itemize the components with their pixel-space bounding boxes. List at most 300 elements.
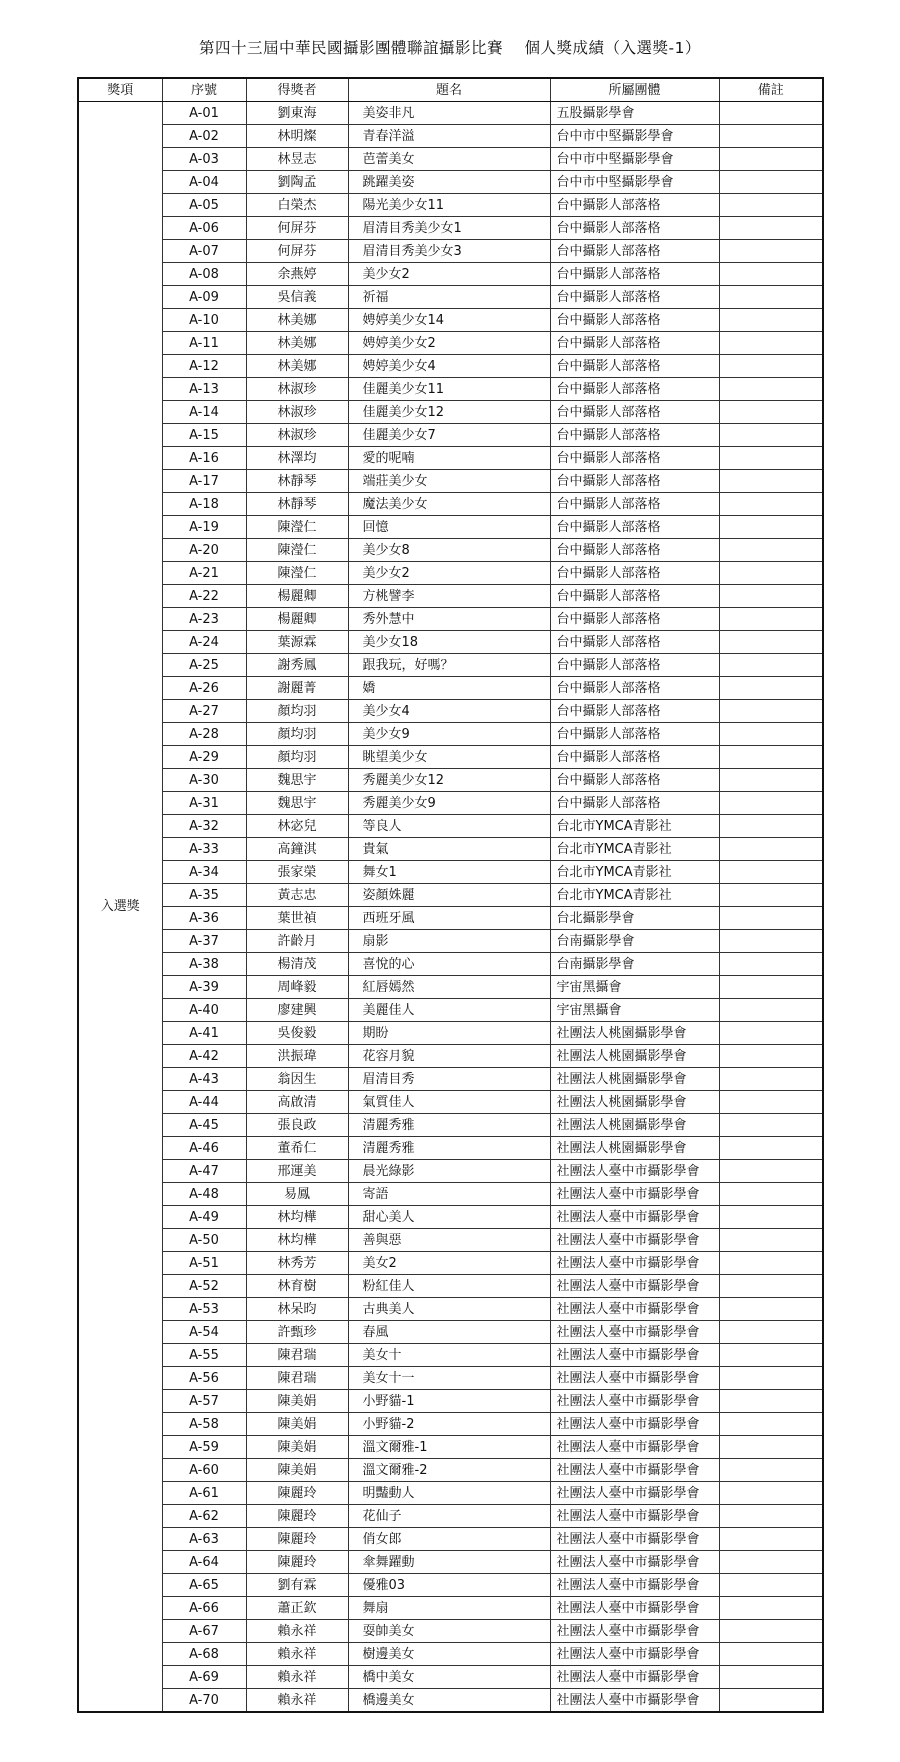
topic-cell: 美少女4 — [348, 700, 550, 723]
note-cell — [719, 953, 823, 976]
club-cell: 台中攝影人部落格 — [550, 631, 719, 654]
club-cell: 社團法人臺中市攝影學會 — [550, 1459, 719, 1482]
winner-cell: 賴永祥 — [246, 1689, 348, 1713]
winner-cell: 張良政 — [246, 1114, 348, 1137]
seq-cell: A-53 — [162, 1298, 246, 1321]
table-row — [78, 1574, 823, 1597]
club-cell: 台中攝影人部落格 — [550, 332, 719, 355]
topic-cell: 舞扇 — [348, 1597, 550, 1620]
winner-cell: 林淑珍 — [246, 424, 348, 447]
table-row — [78, 907, 823, 930]
club-cell: 社團法人桃園攝影學會 — [550, 1091, 719, 1114]
note-cell — [719, 1091, 823, 1114]
note-cell — [719, 1183, 823, 1206]
note-cell — [719, 562, 823, 585]
winner-cell: 林育樹 — [246, 1275, 348, 1298]
topic-cell: 晨光綠影 — [348, 1160, 550, 1183]
note-cell — [719, 1045, 823, 1068]
winner-cell: 邢運美 — [246, 1160, 348, 1183]
note-cell — [719, 125, 823, 148]
winner-cell: 謝秀鳳 — [246, 654, 348, 677]
note-cell — [719, 102, 823, 125]
topic-cell: 嬌 — [348, 677, 550, 700]
topic-cell: 陽光美少女11 — [348, 194, 550, 217]
note-cell — [719, 378, 823, 401]
seq-cell: A-45 — [162, 1114, 246, 1137]
seq-cell: A-66 — [162, 1597, 246, 1620]
table-row — [78, 1643, 823, 1666]
club-cell: 台中攝影人部落格 — [550, 447, 719, 470]
table-row — [78, 1022, 823, 1045]
seq-cell: A-43 — [162, 1068, 246, 1091]
topic-cell: 秀麗美少女12 — [348, 769, 550, 792]
seq-cell: A-39 — [162, 976, 246, 999]
topic-cell: 樹邊美女 — [348, 1643, 550, 1666]
table-row — [78, 1229, 823, 1252]
club-cell: 五股攝影學會 — [550, 102, 719, 125]
topic-cell: 溫文爾雅-2 — [348, 1459, 550, 1482]
note-cell — [719, 332, 823, 355]
seq-cell: A-23 — [162, 608, 246, 631]
seq-cell: A-69 — [162, 1666, 246, 1689]
club-cell: 台中攝影人部落格 — [550, 217, 719, 240]
table-row — [78, 1344, 823, 1367]
note-cell — [719, 723, 823, 746]
winner-cell: 陳麗玲 — [246, 1528, 348, 1551]
seq-cell: A-18 — [162, 493, 246, 516]
seq-cell: A-01 — [162, 102, 246, 125]
table-row — [78, 1367, 823, 1390]
note-cell — [719, 1551, 823, 1574]
topic-cell: 氣質佳人 — [348, 1091, 550, 1114]
table-row — [78, 1183, 823, 1206]
table-row — [78, 700, 823, 723]
topic-cell: 舞女1 — [348, 861, 550, 884]
note-cell — [719, 1137, 823, 1160]
table-row — [78, 217, 823, 240]
club-cell: 台中攝影人部落格 — [550, 654, 719, 677]
table-row — [78, 1459, 823, 1482]
table-row — [78, 263, 823, 286]
winner-cell: 賴永祥 — [246, 1666, 348, 1689]
note-cell — [719, 1528, 823, 1551]
club-cell: 台中攝影人部落格 — [550, 516, 719, 539]
note-cell — [719, 1160, 823, 1183]
topic-cell: 扇影 — [348, 930, 550, 953]
topic-cell: 等良人 — [348, 815, 550, 838]
table-row — [78, 355, 823, 378]
winner-cell: 周峰毅 — [246, 976, 348, 999]
club-cell: 台中攝影人部落格 — [550, 309, 719, 332]
winner-cell: 林呆昀 — [246, 1298, 348, 1321]
winner-cell: 陳瀅仁 — [246, 516, 348, 539]
winner-cell: 劉陶孟 — [246, 171, 348, 194]
winner-cell: 陳美娟 — [246, 1459, 348, 1482]
club-cell: 台中攝影人部落格 — [550, 746, 719, 769]
topic-cell: 俏女郎 — [348, 1528, 550, 1551]
seq-cell: A-06 — [162, 217, 246, 240]
winner-cell: 陳君瑞 — [246, 1344, 348, 1367]
club-cell: 社團法人臺中市攝影學會 — [550, 1643, 719, 1666]
table-row — [78, 1689, 823, 1713]
table-row — [78, 286, 823, 309]
seq-cell: A-28 — [162, 723, 246, 746]
seq-cell: A-03 — [162, 148, 246, 171]
note-cell — [719, 1643, 823, 1666]
seq-cell: A-50 — [162, 1229, 246, 1252]
club-cell: 社團法人臺中市攝影學會 — [550, 1482, 719, 1505]
club-cell: 社團法人臺中市攝影學會 — [550, 1597, 719, 1620]
club-cell: 台中攝影人部落格 — [550, 723, 719, 746]
table-row — [78, 1068, 823, 1091]
note-cell — [719, 608, 823, 631]
seq-cell: A-60 — [162, 1459, 246, 1482]
seq-cell: A-42 — [162, 1045, 246, 1068]
table-row — [78, 999, 823, 1022]
table-row — [78, 309, 823, 332]
table-row — [78, 769, 823, 792]
note-cell — [719, 792, 823, 815]
club-cell: 台中攝影人部落格 — [550, 378, 719, 401]
winner-cell: 賴永祥 — [246, 1620, 348, 1643]
table-row — [78, 447, 823, 470]
topic-cell: 娉婷美少女2 — [348, 332, 550, 355]
club-cell: 社團法人桃園攝影學會 — [550, 1114, 719, 1137]
table-row — [78, 1298, 823, 1321]
table-row — [78, 884, 823, 907]
document-title: 第四十三屆中華民國攝影團體聯誼攝影比賽 個人獎成績（入選獎-1） — [199, 39, 701, 57]
topic-cell: 秀麗美少女9 — [348, 792, 550, 815]
seq-cell: A-24 — [162, 631, 246, 654]
seq-cell: A-67 — [162, 1620, 246, 1643]
table-row — [78, 1528, 823, 1551]
table-row — [78, 1206, 823, 1229]
topic-cell: 寄語 — [348, 1183, 550, 1206]
winner-cell: 林淑珍 — [246, 401, 348, 424]
club-cell: 社團法人臺中市攝影學會 — [550, 1275, 719, 1298]
club-cell: 台中攝影人部落格 — [550, 585, 719, 608]
seq-cell: A-58 — [162, 1413, 246, 1436]
seq-cell: A-46 — [162, 1137, 246, 1160]
winner-cell: 易鳳 — [246, 1183, 348, 1206]
note-cell — [719, 1597, 823, 1620]
winner-cell: 陳美娟 — [246, 1390, 348, 1413]
table-row — [78, 240, 823, 263]
topic-cell: 美女2 — [348, 1252, 550, 1275]
seq-cell: A-63 — [162, 1528, 246, 1551]
note-cell — [719, 976, 823, 999]
table-row — [78, 1045, 823, 1068]
topic-cell: 跳躍美姿 — [348, 171, 550, 194]
topic-cell: 姿顏姝麗 — [348, 884, 550, 907]
table-row — [78, 1390, 823, 1413]
club-cell: 台中攝影人部落格 — [550, 792, 719, 815]
note-cell — [719, 769, 823, 792]
note-cell — [719, 1620, 823, 1643]
table-row — [78, 125, 823, 148]
club-cell: 台中攝影人部落格 — [550, 539, 719, 562]
topic-cell: 花仙子 — [348, 1505, 550, 1528]
club-cell: 台中攝影人部落格 — [550, 424, 719, 447]
winner-cell: 高啟清 — [246, 1091, 348, 1114]
table-row — [78, 539, 823, 562]
topic-cell: 貴氣 — [348, 838, 550, 861]
topic-cell: 美少女9 — [348, 723, 550, 746]
note-cell — [719, 401, 823, 424]
table-row — [78, 861, 823, 884]
topic-cell: 美女十 — [348, 1344, 550, 1367]
club-cell: 社團法人臺中市攝影學會 — [550, 1367, 719, 1390]
winner-cell: 林澤均 — [246, 447, 348, 470]
table-row — [78, 1137, 823, 1160]
winner-cell: 葉源霖 — [246, 631, 348, 654]
seq-cell: A-54 — [162, 1321, 246, 1344]
table-row — [78, 493, 823, 516]
topic-cell: 期盼 — [348, 1022, 550, 1045]
topic-cell: 清麗秀雅 — [348, 1137, 550, 1160]
note-cell — [719, 907, 823, 930]
winner-cell: 陳美娟 — [246, 1436, 348, 1459]
seq-cell: A-17 — [162, 470, 246, 493]
club-cell: 社團法人臺中市攝影學會 — [550, 1344, 719, 1367]
club-cell: 台中市中堅攝影學會 — [550, 125, 719, 148]
club-cell: 社團法人臺中市攝影學會 — [550, 1321, 719, 1344]
note-cell — [719, 470, 823, 493]
table-row — [78, 1114, 823, 1137]
winner-cell: 陳麗玲 — [246, 1505, 348, 1528]
seq-cell: A-57 — [162, 1390, 246, 1413]
seq-cell: A-21 — [162, 562, 246, 585]
seq-cell: A-12 — [162, 355, 246, 378]
club-cell: 社團法人臺中市攝影學會 — [550, 1413, 719, 1436]
seq-cell: A-34 — [162, 861, 246, 884]
header-note: 備註 — [719, 78, 823, 102]
winner-cell: 白榮杰 — [246, 194, 348, 217]
club-cell: 台中攝影人部落格 — [550, 240, 719, 263]
seq-cell: A-56 — [162, 1367, 246, 1390]
winner-cell: 魏思宇 — [246, 769, 348, 792]
winner-cell: 張家榮 — [246, 861, 348, 884]
winner-cell: 陳君瑞 — [246, 1367, 348, 1390]
club-cell: 社團法人臺中市攝影學會 — [550, 1229, 719, 1252]
note-cell — [719, 1068, 823, 1091]
table-row — [78, 1436, 823, 1459]
club-cell: 社團法人桃園攝影學會 — [550, 1137, 719, 1160]
seq-cell: A-05 — [162, 194, 246, 217]
table-row — [78, 815, 823, 838]
note-cell — [719, 1574, 823, 1597]
club-cell: 社團法人臺中市攝影學會 — [550, 1390, 719, 1413]
club-cell: 台中市中堅攝影學會 — [550, 148, 719, 171]
note-cell — [719, 1206, 823, 1229]
winner-cell: 林靜琴 — [246, 493, 348, 516]
club-cell: 台北市YMCA青影社 — [550, 815, 719, 838]
note-cell — [719, 1022, 823, 1045]
topic-cell: 古典美人 — [348, 1298, 550, 1321]
note-cell — [719, 217, 823, 240]
club-cell: 社團法人臺中市攝影學會 — [550, 1689, 719, 1713]
winner-cell: 陳麗玲 — [246, 1482, 348, 1505]
table-row — [78, 1091, 823, 1114]
table-row — [78, 562, 823, 585]
topic-cell: 甜心美人 — [348, 1206, 550, 1229]
table-row — [78, 976, 823, 999]
topic-cell: 明豔動人 — [348, 1482, 550, 1505]
winner-cell: 黃志忠 — [246, 884, 348, 907]
seq-cell: A-20 — [162, 539, 246, 562]
table-row — [78, 194, 823, 217]
winner-cell: 吳俊毅 — [246, 1022, 348, 1045]
winner-cell: 吳信義 — [246, 286, 348, 309]
seq-cell: A-32 — [162, 815, 246, 838]
seq-cell: A-40 — [162, 999, 246, 1022]
topic-cell: 娉婷美少女14 — [348, 309, 550, 332]
note-cell — [719, 631, 823, 654]
club-cell: 社團法人臺中市攝影學會 — [550, 1160, 719, 1183]
seq-cell: A-27 — [162, 700, 246, 723]
winner-cell: 顏均羽 — [246, 723, 348, 746]
topic-cell: 美少女8 — [348, 539, 550, 562]
note-cell — [719, 654, 823, 677]
topic-cell: 粉紅佳人 — [348, 1275, 550, 1298]
seq-cell: A-15 — [162, 424, 246, 447]
table-row — [78, 792, 823, 815]
winner-cell: 楊清茂 — [246, 953, 348, 976]
note-cell — [719, 1298, 823, 1321]
note-cell — [719, 1505, 823, 1528]
seq-cell: A-59 — [162, 1436, 246, 1459]
winner-cell: 許齡月 — [246, 930, 348, 953]
topic-cell: 春風 — [348, 1321, 550, 1344]
header-award: 獎項 — [78, 78, 162, 102]
club-cell: 台北市YMCA青影社 — [550, 861, 719, 884]
seq-cell: A-35 — [162, 884, 246, 907]
topic-cell: 喜悅的心 — [348, 953, 550, 976]
note-cell — [719, 1666, 823, 1689]
note-cell — [719, 585, 823, 608]
table-row — [78, 1551, 823, 1574]
note-cell — [719, 286, 823, 309]
winner-cell: 陳瀅仁 — [246, 562, 348, 585]
topic-cell: 小野貓-2 — [348, 1413, 550, 1436]
table-header-row — [78, 78, 823, 102]
seq-cell: A-51 — [162, 1252, 246, 1275]
club-cell: 台中攝影人部落格 — [550, 470, 719, 493]
results-table — [77, 77, 824, 1713]
winner-cell: 蕭正欽 — [246, 1597, 348, 1620]
winner-cell: 葉世禎 — [246, 907, 348, 930]
topic-cell: 清麗秀雅 — [348, 1114, 550, 1137]
topic-cell: 佳麗美少女11 — [348, 378, 550, 401]
table-row — [78, 1620, 823, 1643]
note-cell — [719, 1344, 823, 1367]
table-row — [78, 1160, 823, 1183]
winner-cell: 何屏芬 — [246, 217, 348, 240]
winner-cell: 許甄珍 — [246, 1321, 348, 1344]
topic-cell: 美少女2 — [348, 263, 550, 286]
club-cell: 台中攝影人部落格 — [550, 194, 719, 217]
note-cell — [719, 148, 823, 171]
topic-cell: 芭蕾美女 — [348, 148, 550, 171]
note-cell — [719, 447, 823, 470]
topic-cell: 橋邊美女 — [348, 1689, 550, 1713]
topic-cell: 方桃譬李 — [348, 585, 550, 608]
note-cell — [719, 355, 823, 378]
winner-cell: 廖建興 — [246, 999, 348, 1022]
topic-cell: 跟我玩，好嗎？ — [348, 654, 550, 677]
winner-cell: 林美娜 — [246, 309, 348, 332]
topic-cell: 魔法美少女 — [348, 493, 550, 516]
winner-cell: 林淑珍 — [246, 378, 348, 401]
topic-cell: 紅唇嫣然 — [348, 976, 550, 999]
winner-cell: 林靜琴 — [246, 470, 348, 493]
note-cell — [719, 700, 823, 723]
note-cell — [719, 1689, 823, 1713]
club-cell: 台中攝影人部落格 — [550, 286, 719, 309]
note-cell — [719, 1275, 823, 1298]
table-row — [78, 1482, 823, 1505]
note-cell — [719, 677, 823, 700]
club-cell: 社團法人臺中市攝影學會 — [550, 1298, 719, 1321]
note-cell — [719, 1114, 823, 1137]
topic-cell: 橋中美女 — [348, 1666, 550, 1689]
topic-cell: 秀外慧中 — [348, 608, 550, 631]
seq-cell: A-07 — [162, 240, 246, 263]
note-cell — [719, 838, 823, 861]
table-row — [78, 1275, 823, 1298]
club-cell: 台中攝影人部落格 — [550, 769, 719, 792]
seq-cell: A-13 — [162, 378, 246, 401]
table-row — [78, 838, 823, 861]
topic-cell: 眉清目秀美少女1 — [348, 217, 550, 240]
seq-cell: A-22 — [162, 585, 246, 608]
winner-cell: 劉東海 — [246, 102, 348, 125]
club-cell: 台中攝影人部落格 — [550, 700, 719, 723]
seq-cell: A-49 — [162, 1206, 246, 1229]
seq-cell: A-52 — [162, 1275, 246, 1298]
seq-cell: A-62 — [162, 1505, 246, 1528]
winner-cell: 謝麗菁 — [246, 677, 348, 700]
topic-cell: 耍帥美女 — [348, 1620, 550, 1643]
seq-cell: A-30 — [162, 769, 246, 792]
winner-cell: 楊麗卿 — [246, 585, 348, 608]
note-cell — [719, 1413, 823, 1436]
topic-cell: 青春洋溢 — [348, 125, 550, 148]
table-row — [78, 723, 823, 746]
topic-cell: 善與惡 — [348, 1229, 550, 1252]
seq-cell: A-19 — [162, 516, 246, 539]
club-cell: 社團法人桃園攝影學會 — [550, 1045, 719, 1068]
note-cell — [719, 999, 823, 1022]
seq-cell: A-65 — [162, 1574, 246, 1597]
note-cell — [719, 1482, 823, 1505]
topic-cell: 娉婷美少女4 — [348, 355, 550, 378]
header-club: 所屬團體 — [550, 78, 719, 102]
note-cell — [719, 516, 823, 539]
table-row — [78, 171, 823, 194]
club-cell: 社團法人臺中市攝影學會 — [550, 1666, 719, 1689]
table-row — [78, 930, 823, 953]
club-cell: 社團法人臺中市攝影學會 — [550, 1505, 719, 1528]
winner-cell: 林均樺 — [246, 1206, 348, 1229]
seq-cell: A-04 — [162, 171, 246, 194]
winner-cell: 高鐘淇 — [246, 838, 348, 861]
seq-cell: A-09 — [162, 286, 246, 309]
topic-cell: 祈福 — [348, 286, 550, 309]
topic-cell: 美姿非凡 — [348, 102, 550, 125]
note-cell — [719, 493, 823, 516]
table-row — [78, 102, 823, 125]
